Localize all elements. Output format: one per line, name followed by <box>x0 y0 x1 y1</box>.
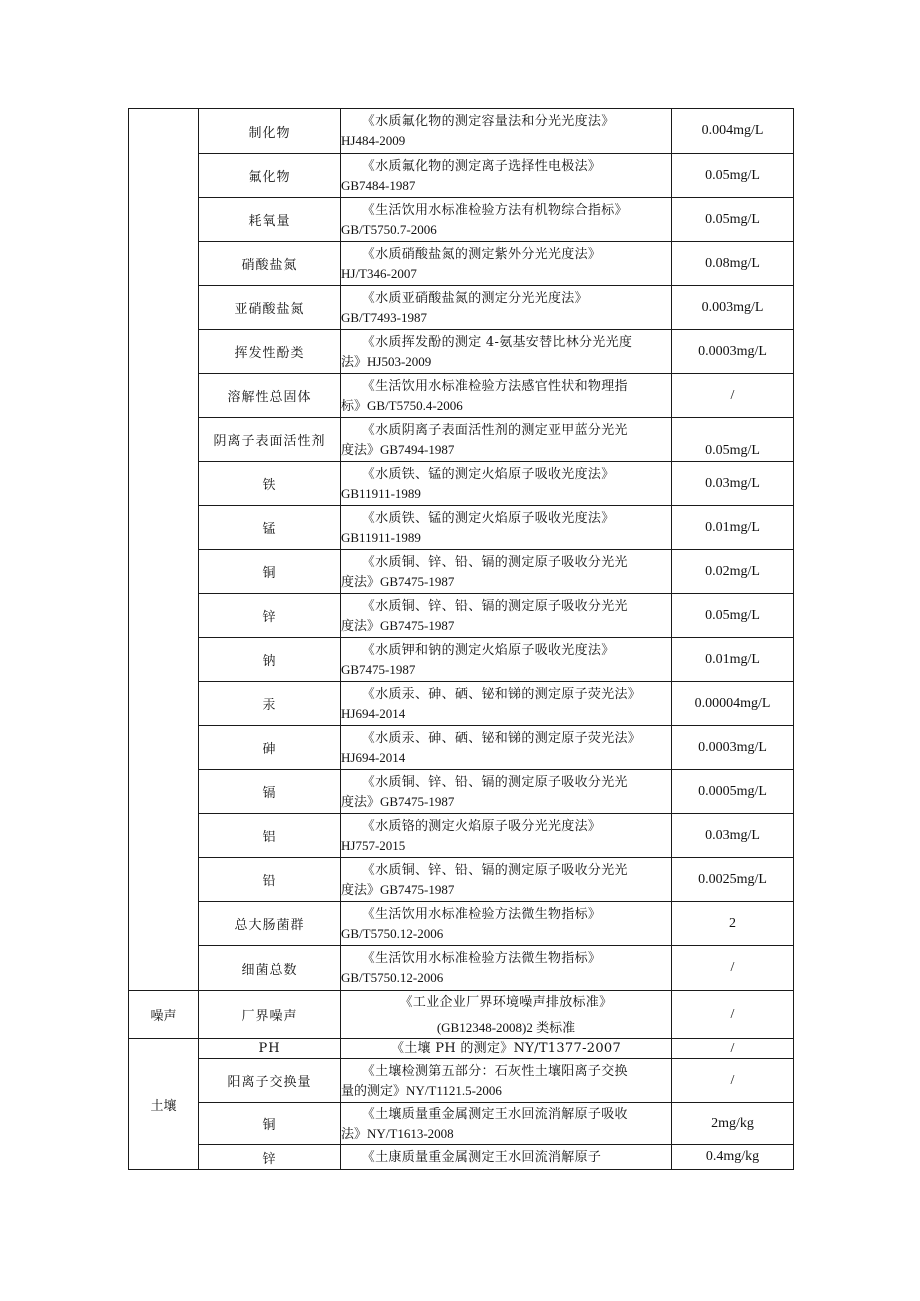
item-name: 厂界噪声 <box>199 991 341 1039</box>
detection-limit: 0.05mg/L <box>672 418 794 462</box>
method-line-1: 《水质汞、砷、硒、铋和锑的测定原子荧光法》 <box>361 730 642 746</box>
detection-limit: 0.05mg/L <box>672 594 794 638</box>
detection-limit: 0.03mg/L <box>672 462 794 506</box>
item-name: 硝酸盐氮 <box>199 242 341 286</box>
method-line-2: HJ484-2009 <box>341 133 406 148</box>
method-cell <box>341 462 672 506</box>
table-row <box>129 286 794 330</box>
method-line-2: 量的测定》NY/T1121.5-2006 <box>341 1082 502 1098</box>
method-line-2: GB/T5750.7-2006 <box>341 221 437 237</box>
category-cell-water <box>129 109 199 991</box>
detection-limit: 0.01mg/L <box>672 506 794 550</box>
method-line-2: HJ694-2014 <box>341 705 406 721</box>
method-line-2: 度法》GB7494-1987 <box>341 441 455 457</box>
method-line-1: 《水质铜、锌、铅、镉的测定原子吸收分光光 <box>361 774 628 790</box>
method-line-1: 《水质钾和钠的测定火焰原子吸收光度法》 <box>361 642 615 658</box>
table-row <box>129 109 794 154</box>
detection-limit: / <box>672 374 794 418</box>
method-line-1: 《生活饮用水标准检验方法微生物指标》 <box>361 906 602 922</box>
table-row <box>129 550 794 594</box>
table-row <box>129 594 794 638</box>
table-row <box>129 330 794 374</box>
method-cell <box>341 682 672 726</box>
table-row <box>129 902 794 946</box>
table-row <box>129 1059 794 1103</box>
detection-limit: 0.0005mg/L <box>672 770 794 814</box>
item-name: 亚硝酸盐氮 <box>199 286 341 330</box>
detection-limit: 2 <box>672 902 794 946</box>
table-row <box>129 814 794 858</box>
detection-limit: 0.01mg/L <box>672 638 794 682</box>
detection-limit: 0.02mg/L <box>672 550 794 594</box>
method-cell <box>341 418 672 462</box>
method-cell <box>341 330 672 374</box>
method-cell <box>341 902 672 946</box>
item-name: 铁 <box>199 462 341 506</box>
detection-limit: / <box>672 991 794 1039</box>
method-line-2: GB/T5750.12-2006 <box>341 970 444 985</box>
table-row <box>129 726 794 770</box>
table-row <box>129 858 794 902</box>
method-cell <box>341 770 672 814</box>
method-cell <box>341 154 672 198</box>
method-line-1: 《土壤检测第五部分：石灰性土壤阳离子交换 <box>361 1063 628 1079</box>
method-line-2: GB/T7493-1987 <box>341 309 427 325</box>
detection-limit: / <box>672 1039 794 1059</box>
detection-limit: / <box>672 1059 794 1103</box>
method-line-2: 法》HJ503-2009 <box>341 353 432 369</box>
table-row <box>129 682 794 726</box>
item-name: 铝 <box>199 814 341 858</box>
item-name: 砷 <box>199 726 341 770</box>
method-cell <box>341 1039 672 1059</box>
method-cell <box>341 1059 672 1103</box>
monitoring-methods-table <box>128 108 794 1170</box>
table-row <box>129 462 794 506</box>
item-name: 阴离子表面活性剂 <box>199 418 341 462</box>
method-line-2: GB11911-1989 <box>341 529 421 545</box>
method-cell <box>341 198 672 242</box>
method-line-2: 度法》GB7475-1987 <box>341 617 455 633</box>
item-name: 挥发性酚类 <box>199 330 341 374</box>
table-row <box>129 418 794 462</box>
method-cell <box>341 594 672 638</box>
detection-limit: 0.003mg/L <box>672 286 794 330</box>
table-row <box>129 770 794 814</box>
method-line-1: 《水质铜、锌、铅、镉的测定原子吸收分光光 <box>361 598 628 614</box>
detection-limit: 0.00004mg/L <box>672 682 794 726</box>
method-line-2: 度法》GB7475-1987 <box>341 573 455 589</box>
method-line-1: 《生活饮用水标准检验方法感官性状和物理指 <box>361 378 628 394</box>
method-cell <box>341 242 672 286</box>
detection-limit: 0.0003mg/L <box>672 726 794 770</box>
method-cell <box>341 506 672 550</box>
table-row <box>129 946 794 991</box>
method-line-1: 《水质亚硝酸盐氮的测定分光光度法》 <box>361 290 588 306</box>
item-name: 镉 <box>199 770 341 814</box>
category-cell-soil: 土壤 <box>129 1039 199 1170</box>
item-name: 锰 <box>199 506 341 550</box>
item-name: 溶解性总固体 <box>199 374 341 418</box>
category-cell-noise: 噪声 <box>129 991 199 1039</box>
method-line-2: (GB12348-2008)2 类标准 <box>436 1019 576 1035</box>
method-line-1: 《水质铜、锌、铅、镉的测定原子吸收分光光 <box>361 554 628 570</box>
method-line-1: 《生活饮用水标准检验方法微生物指标》 <box>361 951 602 966</box>
table-row <box>129 506 794 550</box>
method-cell <box>341 109 672 154</box>
method-line-2: 度法》GB7475-1987 <box>341 793 455 809</box>
item-name: 耗氧量 <box>199 198 341 242</box>
item-name: 氟化物 <box>199 154 341 198</box>
detection-limit: 0.05mg/L <box>672 198 794 242</box>
item-name: 锌 <box>199 1145 341 1170</box>
item-name: 铜 <box>199 1103 341 1145</box>
method-line-1: 《水质氟化物的测定容量法和分光光度法》 <box>361 114 615 129</box>
table-row <box>129 1145 794 1170</box>
method-line-2: 法》NY/T1613-2008 <box>341 1125 454 1141</box>
method-line-1: 《水质铁、锰的测定火焰原子吸收光度法》 <box>361 510 615 526</box>
method-line-1: 《土康质量重金属测定王水回流消解原子 <box>361 1149 602 1165</box>
method-line-1: 《土壤 PH 的测定》NY/T1377-2007 <box>390 1041 622 1056</box>
item-name: 细菌总数 <box>199 946 341 991</box>
method-line-2: HJ/T346-2007 <box>341 265 417 281</box>
method-cell <box>341 726 672 770</box>
detection-limit: 0.05mg/L <box>672 154 794 198</box>
table-row <box>129 374 794 418</box>
method-line-1: 《水质阴离子表面活性剂的测定亚甲蓝分光光 <box>361 422 628 438</box>
item-name: 铅 <box>199 858 341 902</box>
table-row <box>129 198 794 242</box>
table-row <box>129 242 794 286</box>
detection-limit: 0.08mg/L <box>672 242 794 286</box>
method-line-1: 《水质铁、锰的测定火焰原子吸收光度法》 <box>361 466 615 482</box>
method-line-2: GB/T5750.12-2006 <box>341 925 444 941</box>
item-name: 汞 <box>199 682 341 726</box>
method-line-1: 《水质铬的测定火焰原子吸分光光度法》 <box>361 818 602 834</box>
method-line-1: 《工业企业厂界环境噪声排放标准》 <box>399 994 613 1010</box>
method-line-1: 《水质硝酸盐氮的测定紫外分光光度法》 <box>361 246 602 262</box>
method-line-1: 《水质铜、锌、铅、镉的测定原子吸收分光光 <box>361 862 628 878</box>
table-row <box>129 1103 794 1145</box>
detection-limit: 0.004mg/L <box>672 109 794 154</box>
table-row <box>129 1039 794 1059</box>
method-line-2: 标》GB/T5750.4-2006 <box>341 397 463 413</box>
item-name: 铜 <box>199 550 341 594</box>
item-name: 总大肠菌群 <box>199 902 341 946</box>
method-line-1: 《生活饮用水标准检验方法有机物综合指标》 <box>361 202 628 218</box>
method-cell <box>341 1103 672 1145</box>
item-name: 锌 <box>199 594 341 638</box>
method-cell <box>341 550 672 594</box>
method-line-1: 《土壤质量重金属测定王水回流消解原子吸收 <box>361 1106 628 1122</box>
detection-limit: 0.03mg/L <box>672 814 794 858</box>
method-line-2: 度法》GB7475-1987 <box>341 881 455 897</box>
item-name: 阳离子交换量 <box>199 1059 341 1103</box>
item-name: 钠 <box>199 638 341 682</box>
method-cell <box>341 991 672 1039</box>
method-cell <box>341 286 672 330</box>
method-line-2: HJ694-2014 <box>341 749 406 765</box>
detection-limit: 2mg/kg <box>672 1103 794 1145</box>
detection-limit: 0.4mg/kg <box>672 1145 794 1170</box>
item-name: 制化物 <box>199 109 341 154</box>
method-line-2: HJ757-2015 <box>341 837 406 853</box>
method-cell <box>341 638 672 682</box>
method-cell <box>341 946 672 991</box>
table-row <box>129 154 794 198</box>
method-line-2: GB7484-1987 <box>341 177 416 193</box>
method-cell <box>341 374 672 418</box>
method-line-1: 《水质氟化物的测定离子选择性电极法》 <box>361 158 602 174</box>
table-row <box>129 638 794 682</box>
method-line-1: 《水质汞、砷、硒、铋和锑的测定原子荧光法》 <box>361 686 642 702</box>
detection-limit: / <box>672 946 794 991</box>
detection-limit: 0.0025mg/L <box>672 858 794 902</box>
detection-limit: 0.0003mg/L <box>672 330 794 374</box>
method-line-2: GB7475-1987 <box>341 661 416 677</box>
method-line-2: GB11911-1989 <box>341 485 421 501</box>
method-cell <box>341 858 672 902</box>
item-name: PH <box>199 1039 341 1059</box>
method-cell <box>341 814 672 858</box>
method-cell <box>341 1145 672 1170</box>
table-row <box>129 991 794 1039</box>
method-line-1: 《水质挥发酚的测定 4-氨基安替比林分光光度 <box>361 334 633 350</box>
